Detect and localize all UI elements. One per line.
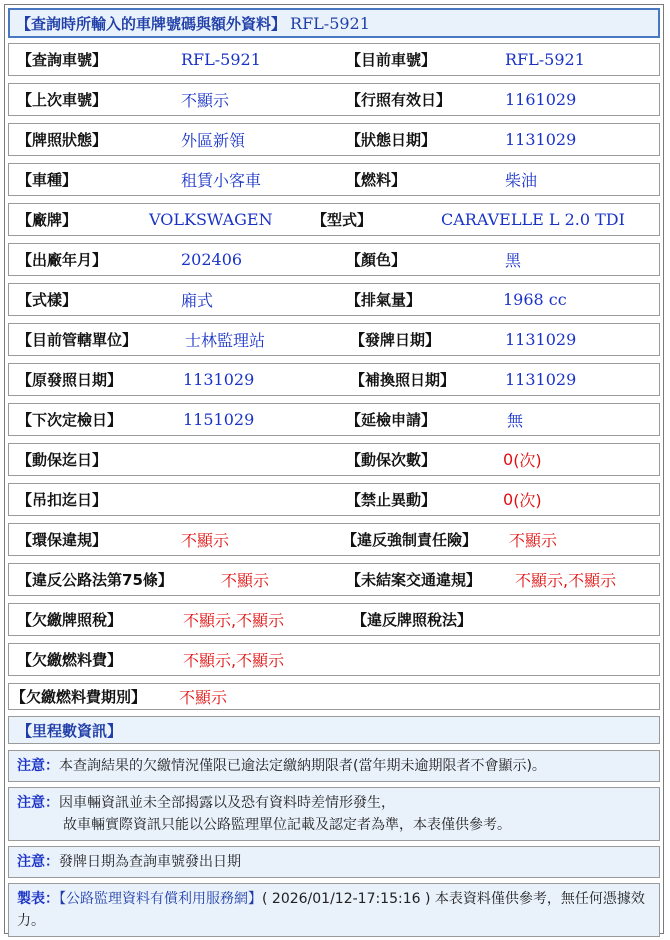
note-3-key: 注意： [17,854,59,870]
label-suspension-expiry: 【吊扣迄日】 [17,491,108,509]
note-1-key: 注意： [17,758,59,774]
note-2-line-1: 因車輛資訊並未全部揭露以及恐有資料時差情形發生， [59,795,395,811]
label-model: 【型式】 [312,211,373,229]
row-unpaid-license-tax [8,603,660,636]
label-unpaid-fuel-fee: 【欠繳燃料費】 [17,651,123,669]
value-lien-count [503,444,542,475]
label-manufacture-date: 【出廠年月】 [17,251,108,269]
value-highway-act-violation: 不顯示 [221,571,270,590]
note-issue-date [8,846,660,878]
label-current-plate: 【目前車號】 [346,51,437,69]
label-lien-expiry: 【動保迄日】 [17,451,108,469]
value-status-date: 1131029 [505,130,577,149]
label-color: 【顏色】 [346,251,407,269]
value-transfer-ban-unit: (次) [513,491,542,510]
label-lien-count: 【動保次數】 [346,451,437,469]
label-highway-act-violation: 【違反公路法第75條】 [17,571,173,589]
label-issue-date: 【發牌日期】 [350,331,441,349]
value-issue-date: 1131029 [505,330,577,349]
row-highway-act-violation [8,563,660,596]
label-vehicle-type: 【車種】 [17,171,78,189]
value-manufacture-date: 202406 [181,250,243,269]
note-2-line-2: 故車輛實際資訊只能以公路監理單位記載及認定者為準，本表僅供參考。 [63,817,511,833]
mileage-title: 【里程數資訊】 [17,721,123,740]
label-unpaid-fuel-fee-period: 【欠繳燃料費期別】 [11,688,147,706]
mileage-section-header [8,716,660,744]
label-displacement: 【排氣量】 [346,291,422,309]
row-body-style [8,283,660,316]
value-jurisdiction: 士林監理站 [185,331,266,350]
value-vehicle-type: 租賃小客車 [181,171,262,190]
row-plate-numbers [8,43,660,76]
header-plate: RFL-5921 [290,13,370,33]
value-body-style: 廂式 [181,291,214,310]
footer-key: 製表： [17,891,59,907]
row-suspension-expiry [8,483,660,516]
footer-service-link[interactable]: 【公路監理資料有償利用服務網】 [59,891,262,907]
value-insurance-violation: 不顯示 [509,531,558,550]
value-previous-plate: 不顯示 [181,91,230,110]
value-original-license-date: 1131029 [183,370,255,389]
value-lien-count-unit: (次) [513,451,542,470]
value-query-plate: RFL-5921 [181,50,261,69]
label-unpaid-license-tax: 【欠繳牌照稅】 [17,611,123,629]
value-transfer-ban [503,484,542,515]
value-unsettled-traffic-violations: 不顯示,不顯示 [515,571,617,590]
row-brand-model [8,203,660,236]
label-license-tax-violation: 【違反牌照稅法】 [352,611,473,629]
note-3-text: 發牌日期為查詢車號發出日期 [59,854,241,870]
row-vehicle-type [8,163,660,196]
row-lien-expiry [8,443,660,476]
row-manufacture-date [8,243,660,276]
value-plate-status: 外區新領 [181,131,246,150]
label-fuel: 【燃料】 [346,171,407,189]
footer-text: ( 2026/01/12-17:15:16 ) 本表資料僅供參考，無任何憑據效力。 [17,891,645,929]
row-previous-plate [8,83,660,116]
value-lien-count-number: 0 [503,450,514,469]
row-unpaid-fuel-fee [8,643,660,676]
row-next-inspection [8,403,660,436]
note-2-key: 注意： [17,795,59,811]
vehicle-info-report [4,4,664,934]
label-query-plate: 【查詢車號】 [17,51,108,69]
row-original-license-date [8,363,660,396]
header-title: 【查詢時所輸入的車牌號碼與額外資料】 [16,14,287,33]
value-next-inspection: 1151029 [183,410,255,429]
value-displacement: 1968 cc [503,290,567,309]
label-insurance-violation: 【違反強制責任險】 [342,531,478,549]
value-replacement-date: 1131029 [505,370,577,389]
label-brand: 【廠牌】 [17,211,78,229]
label-plate-status: 【牌照狀態】 [17,131,108,149]
value-brand: VOLKSWAGEN [149,210,273,229]
report-footer [8,883,660,937]
report-header [8,8,660,38]
row-jurisdiction [8,323,660,356]
value-model: CARAVELLE L 2.0 TDI [441,210,625,229]
value-license-valid-date: 1161029 [505,90,577,109]
value-fuel: 柴油 [505,171,538,190]
label-replacement-date: 【補換照日期】 [350,371,456,389]
value-environmental-violation: 不顯示 [181,531,230,550]
label-unsettled-traffic-violations: 【未結案交通違規】 [346,571,482,589]
label-next-inspection: 【下次定檢日】 [17,411,123,429]
row-environmental-violation [8,523,660,556]
label-status-date: 【狀態日期】 [346,131,437,149]
label-environmental-violation: 【環保違規】 [17,531,108,549]
value-inspection-extension: 無 [507,411,524,430]
value-unpaid-license-tax: 不顯示,不顯示 [183,611,285,630]
label-transfer-ban: 【禁止異動】 [346,491,437,509]
value-current-plate: RFL-5921 [505,50,585,69]
label-body-style: 【式樣】 [17,291,78,309]
value-unpaid-fuel-fee-period: 不顯示 [179,688,228,707]
value-unpaid-fuel-fee: 不顯示,不顯示 [183,651,285,670]
note-1-text: 本查詢結果的欠繳情況僅限已逾法定繳納期限者(當年期未逾期限者不會顯示)。 [59,758,546,774]
value-transfer-ban-number: 0 [503,490,514,509]
label-jurisdiction: 【目前管轄單位】 [17,331,138,349]
label-license-valid-date: 【行照有效日】 [346,91,452,109]
note-data-disclaimer [8,787,660,841]
label-original-license-date: 【原發照日期】 [17,371,123,389]
label-inspection-extension: 【延檢申請】 [346,411,437,429]
value-color: 黑 [505,251,522,270]
row-unpaid-fuel-fee-period [8,683,660,710]
note-unpaid-scope [8,750,660,782]
row-plate-status [8,123,660,156]
label-previous-plate: 【上次車號】 [17,91,108,109]
